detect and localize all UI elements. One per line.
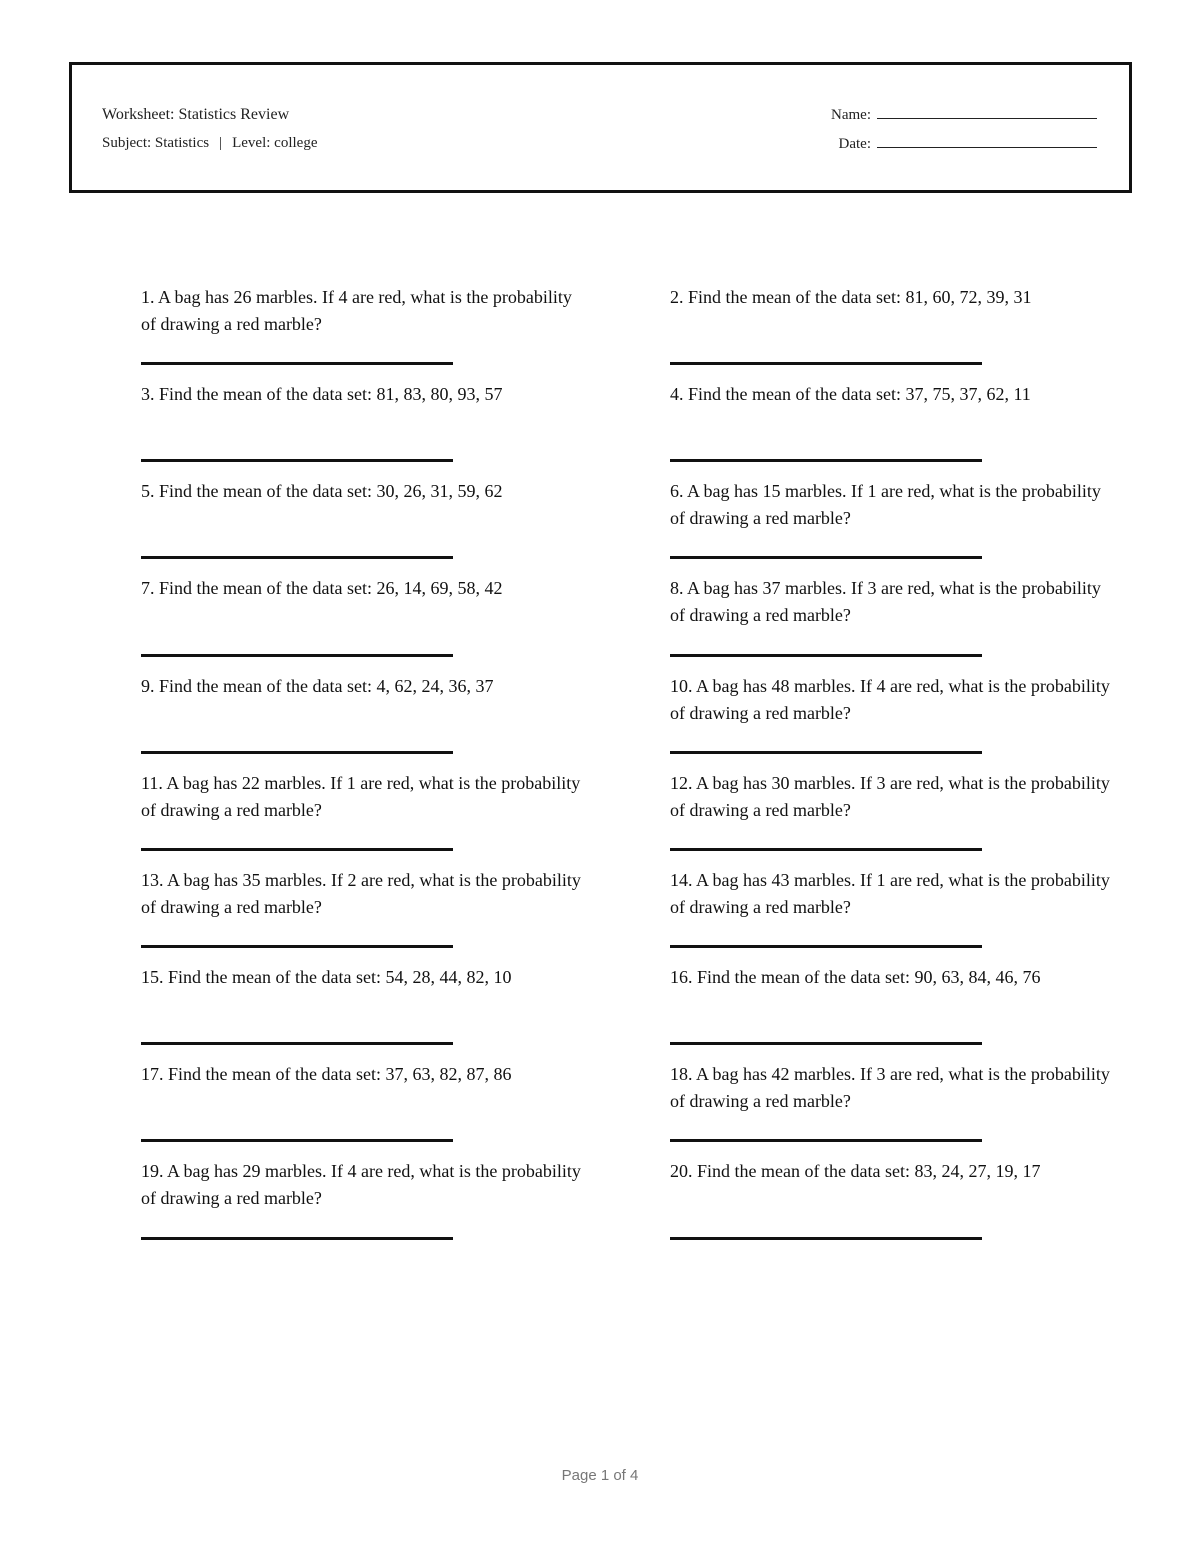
meta-separator: | <box>219 135 223 151</box>
question-15 <box>141 964 581 991</box>
question-text: 2. Find the mean of the data set: 81, 60, 72, 39, 31 <box>670 287 1032 307</box>
question-text: 1. A bag has 26 marbles. If 4 are red, what is the probability of drawing a red marble? <box>141 287 572 334</box>
answer-line[interactable] <box>670 848 982 851</box>
question-4 <box>670 381 1110 408</box>
question-text: 8. A bag has 37 marbles. If 3 are red, what is the probability of drawing a red marble? <box>670 578 1101 625</box>
level-label: Level: college <box>232 135 318 151</box>
answer-line[interactable] <box>141 945 453 948</box>
question-text: 10. A bag has 48 marbles. If 4 are red, what is the probability of drawing a red marble? <box>670 676 1110 723</box>
question-3 <box>141 381 581 408</box>
question-text: 6. A bag has 15 marbles. If 1 are red, what is the probability of drawing a red marble? <box>670 481 1101 528</box>
question-text: 11. A bag has 22 marbles. If 1 are red, what is the probability of drawing a red marble? <box>141 773 581 820</box>
worksheet-title: Worksheet: Statistics Review <box>102 106 290 123</box>
question-text: 20. Find the mean of the data set: 83, 24, 27, 19, 17 <box>670 1161 1041 1181</box>
answer-line[interactable] <box>141 848 453 851</box>
question-13 <box>141 867 581 921</box>
question-2 <box>670 284 1110 311</box>
question-text: 5. Find the mean of the data set: 30, 26, 31, 59, 62 <box>141 481 503 501</box>
name-field[interactable] <box>831 106 1097 124</box>
subject-label: Subject: Statistics <box>102 135 210 151</box>
question-text: 7. Find the mean of the data set: 26, 14, 69, 58, 42 <box>141 578 503 598</box>
answer-line[interactable] <box>141 459 453 462</box>
answer-line[interactable] <box>670 1139 982 1142</box>
answer-line[interactable] <box>670 362 982 365</box>
question-11 <box>141 770 581 824</box>
question-16 <box>670 964 1110 991</box>
date-blank[interactable] <box>877 135 1097 148</box>
name-blank[interactable] <box>877 106 1097 119</box>
date-field[interactable] <box>839 135 1097 153</box>
question-12 <box>670 770 1110 824</box>
answer-line[interactable] <box>670 556 982 559</box>
answer-line[interactable] <box>141 751 453 754</box>
question-text: 18. A bag has 42 marbles. If 3 are red, what is the probability of drawing a red marble? <box>670 1064 1110 1111</box>
question-8 <box>670 575 1110 629</box>
page-indicator: Page 1 of 4 <box>561 1467 639 1484</box>
answer-line[interactable] <box>141 654 453 657</box>
question-1 <box>141 284 581 338</box>
question-19 <box>141 1158 581 1212</box>
question-text: 13. A bag has 35 marbles. If 2 are red, what is the probability of drawing a red marble? <box>141 870 581 917</box>
question-text: 19. A bag has 29 marbles. If 4 are red, what is the probability of drawing a red marble? <box>141 1161 581 1208</box>
answer-line[interactable] <box>670 751 982 754</box>
question-text: 12. A bag has 30 marbles. If 3 are red, what is the probability of drawing a red marble? <box>670 773 1110 820</box>
question-20 <box>670 1158 1110 1185</box>
question-text: 3. Find the mean of the data set: 81, 83, 80, 93, 57 <box>141 384 503 404</box>
question-text: 9. Find the mean of the data set: 4, 62, 24, 36, 37 <box>141 676 494 696</box>
answer-line[interactable] <box>141 1139 453 1142</box>
answer-line[interactable] <box>670 459 982 462</box>
date-label: Date: <box>838 136 871 152</box>
question-text: 4. Find the mean of the data set: 37, 75, 37, 62, 11 <box>670 384 1031 404</box>
question-text: 15. Find the mean of the data set: 54, 28, 44, 82, 10 <box>141 967 512 987</box>
question-5 <box>141 478 581 505</box>
answer-line[interactable] <box>670 1237 982 1240</box>
worksheet-header <box>69 62 1132 193</box>
question-text: 14. A bag has 43 marbles. If 1 are red, what is the probability of drawing a red marble? <box>670 870 1110 917</box>
question-18 <box>670 1061 1110 1115</box>
question-10 <box>670 673 1110 727</box>
name-label: Name: <box>831 107 871 123</box>
answer-line[interactable] <box>670 945 982 948</box>
answer-line[interactable] <box>141 556 453 559</box>
answer-line[interactable] <box>141 1237 453 1240</box>
question-14 <box>670 867 1110 921</box>
question-6 <box>670 478 1110 532</box>
question-text: 16. Find the mean of the data set: 90, 63, 84, 46, 76 <box>670 967 1041 987</box>
question-9 <box>141 673 581 700</box>
answer-line[interactable] <box>670 654 982 657</box>
worksheet-meta <box>102 135 317 152</box>
question-text: 17. Find the mean of the data set: 37, 63, 82, 87, 86 <box>141 1064 512 1084</box>
answer-line[interactable] <box>670 1042 982 1045</box>
question-7 <box>141 575 581 602</box>
answer-line[interactable] <box>141 362 453 365</box>
answer-line[interactable] <box>141 1042 453 1045</box>
question-17 <box>141 1061 581 1088</box>
